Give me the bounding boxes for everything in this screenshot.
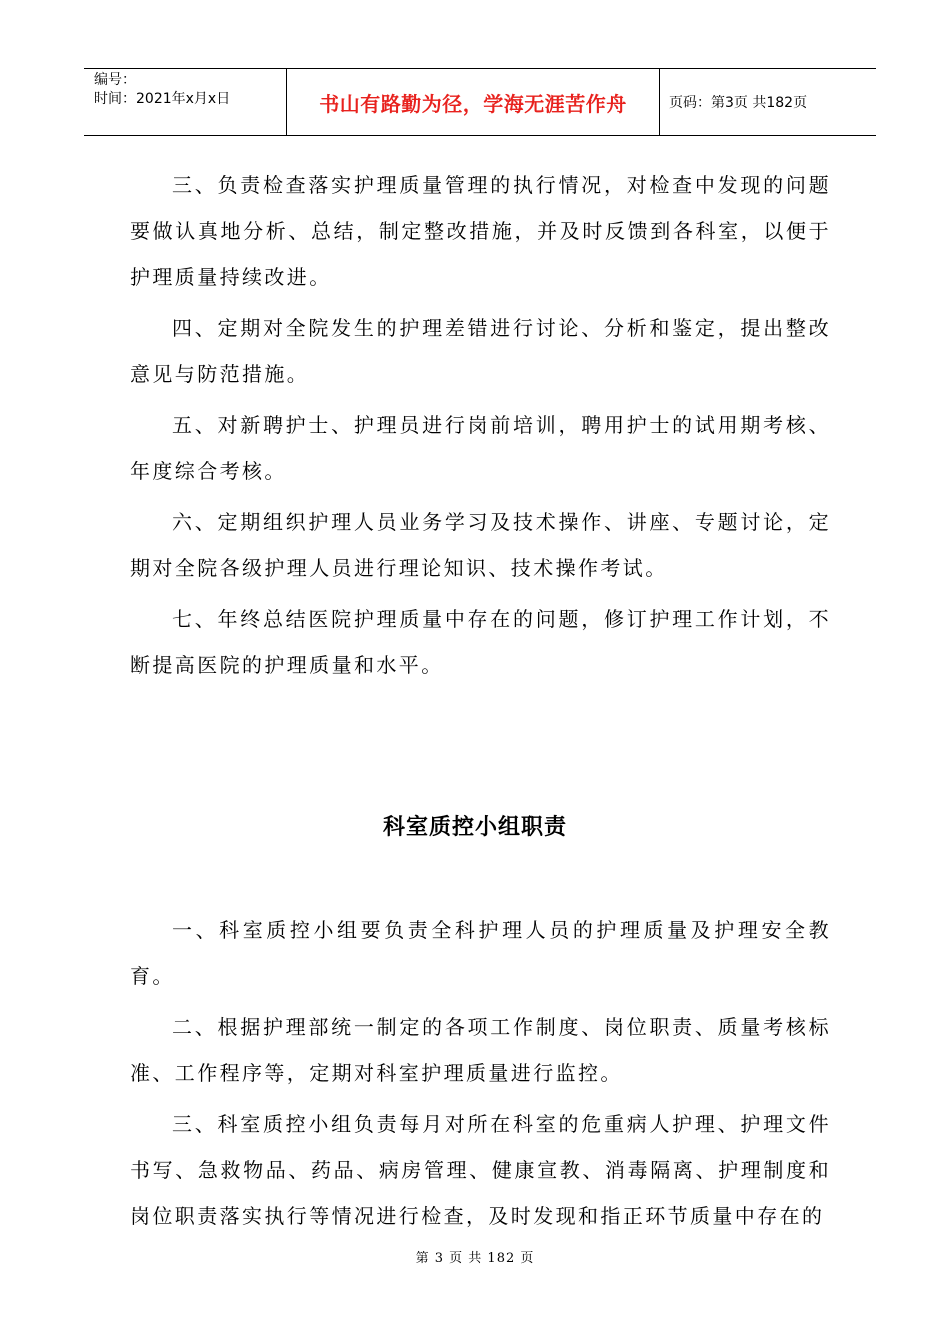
section-heading: 科室质控小组职责 [382, 815, 567, 840]
body-text-top [130, 162, 831, 693]
header-meta [84, 69, 287, 135]
paragraph: 二、根据护理部统一制定的各项工作制度、岗位职责、质量考核标准、工作程序等，定期对科室护理质量进行监控。 [130, 1015, 831, 1085]
paragraph: 七、年终总结医院护理质量中存在的问题，修订护理工作计划，不断提高医院的护理质量和水平。 [130, 607, 831, 677]
header-page-info: 页码：第3页 共182页 [669, 95, 808, 111]
paragraph: 五、对新聘护士、护理员进行岗前培训，聘用护士的试用期考核、年度综合考核。 [130, 413, 831, 483]
paragraph: 四、定期对全院发生的护理差错进行讨论、分析和鉴定，提出整改意见与防范措施。 [130, 316, 831, 386]
body-text-bottom [130, 907, 831, 1244]
number-label: 编号： [94, 72, 136, 88]
paragraph: 六、定期组织护理人员业务学习及技术操作、讲座、专题讨论，定期对全院各级护理人员进行理论知识、技术操作考试。 [130, 510, 831, 580]
paragraph: 三、负责检查落实护理质量管理的执行情况，对检查中发现的问题要做认真地分析、总结，制定整改措施，并及时反馈到各科室，以便于护理质量持续改进。 [130, 173, 831, 289]
time-label: 时间：2021年x月x日 [94, 91, 231, 107]
header-motto: 书山有路勤为径，学海无涯苦作舟 [319, 91, 627, 116]
document-header [84, 68, 876, 136]
paragraph: 三、科室质控小组负责每月对所在科室的危重病人护理、护理文件书写、急救物品、药品、病房管理、健康宣教、消毒隔离、护理制度和岗位职责落实执行等情况进行检查，及时发现和指正环节质量中存在的 [130, 1112, 831, 1228]
header-motto-cell [287, 69, 660, 135]
page-footer: 第 3 页 共 182 页 [415, 1251, 535, 1266]
paragraph: 一、科室质控小组要负责全科护理人员的护理质量及护理安全教育。 [130, 918, 831, 988]
